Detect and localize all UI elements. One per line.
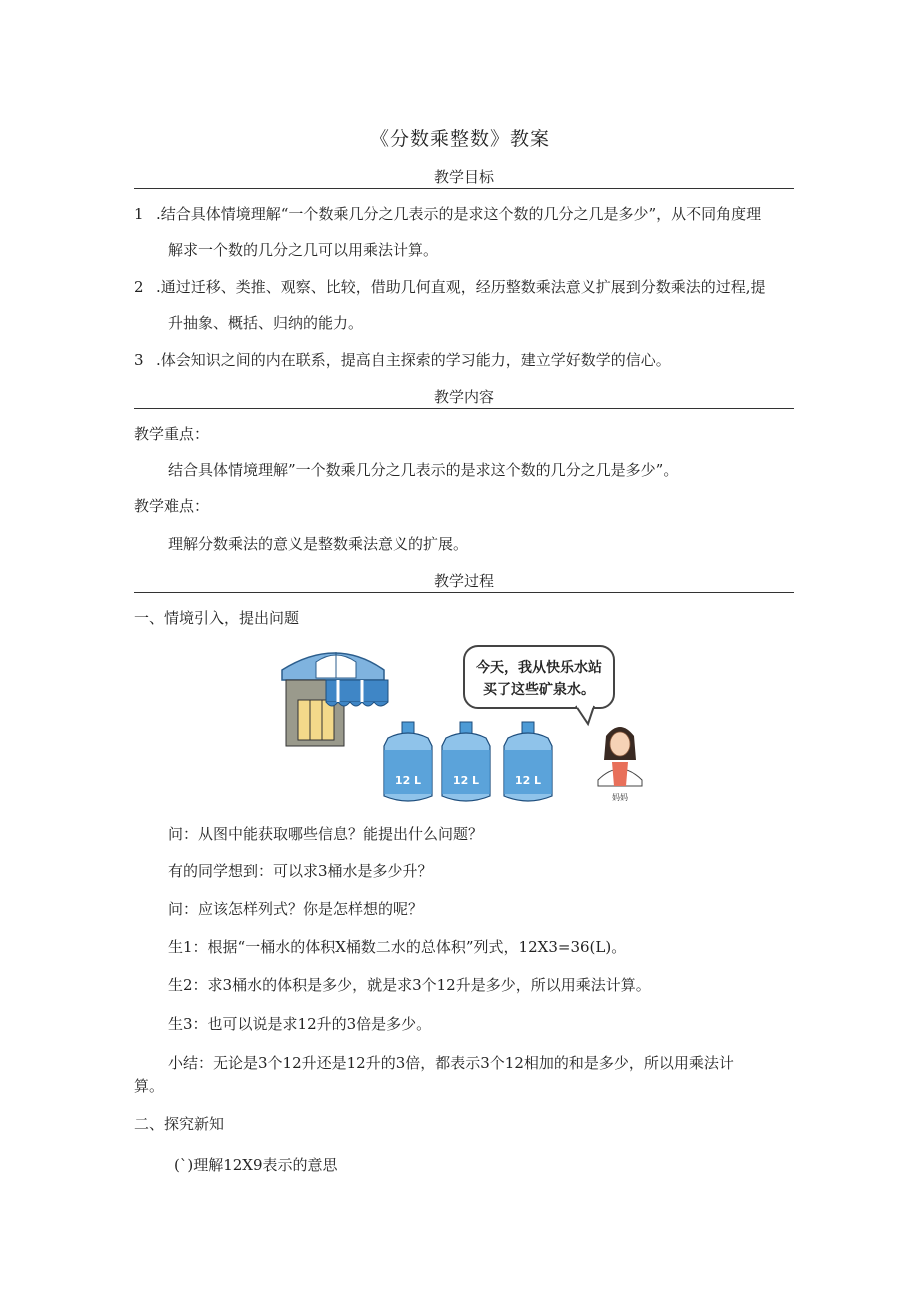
section-heading-process: 教学过程 [433, 572, 494, 590]
difficult-point-label: 教学难点： [134, 497, 210, 515]
dialogue-line-5: 生2：求3桶水的体积是多少，就是求3个12升是多少，所以用乘法计算。 [168, 976, 651, 994]
person-label: 妈妈 [612, 793, 628, 802]
dialogue-line-2: 有的同学想到：可以求3桶水是多少升？ [168, 862, 433, 880]
speech-line-1: 今天，我从快乐水站 [476, 660, 602, 676]
speech-line-2: 买了这些矿泉水。 [483, 682, 595, 698]
dialogue-line-1: 问：从图中能获取哪些信息？能提出什么问题？ [168, 825, 484, 843]
key-point-label: 教学重点： [134, 425, 210, 443]
dialogue-line-3: 问：应该怎样列式？你是怎样想的呢？ [168, 900, 424, 918]
part-heading-2: 二、探究新知 [134, 1115, 225, 1133]
difficult-point-text: 理解分数乘法的意义是整数乘法意义的扩展。 [168, 535, 469, 553]
speech-bubble [464, 646, 614, 724]
document-title: 《分数乘整数》教案 [369, 128, 550, 150]
goal-item-3: 3 .体会知识之间的内在联系，提高自主探索的学习能力，建立学好数学的信心。 [134, 351, 671, 369]
illustration-svg [276, 640, 656, 810]
water-bottle-3 [504, 722, 552, 801]
subsection-heading-1: (`)理解12X9表示的意思 [174, 1156, 338, 1174]
part-heading-1: 一、情境引入，提出问题 [134, 609, 300, 627]
summary-line-2: 算。 [134, 1077, 165, 1095]
mom-figure-icon [598, 727, 642, 802]
goal-item-1-cont: 解求一个数的几分之几可以用乘法计算。 [168, 241, 439, 259]
water-bottle-1 [384, 722, 432, 801]
bottle-label: 12 L [514, 774, 542, 787]
divider [134, 188, 794, 189]
goal-item-1: 1 .结合具体情境理解“一个数乘几分之几表示的是求这个数的几分之几是多少”，从不同角度理 [134, 205, 762, 223]
divider [134, 592, 794, 593]
section-heading-goals: 教学目标 [433, 168, 494, 186]
dialogue-line-4: 生1：根据“一桶水的体积X桶数二水的总体积”列式，12X3=36(L)。 [168, 938, 627, 956]
bottle-label: 12 L [394, 774, 422, 787]
shop-icon [282, 652, 388, 746]
summary-line-1: 小结：无论是3个12升还是12升的3倍，都表示3个12相加的和是多少，所以用乘法计 [168, 1054, 734, 1072]
goal-item-2: 2 .通过迁移、类推、观察、比较，借助几何直观，经历整数乘法意义扩展到分数乘法的过程,提 [134, 278, 766, 296]
dialogue-line-6: 生3：也可以说是求12升的3倍是多少。 [168, 1015, 432, 1033]
goal-item-2-cont: 升抽象、概括、归纳的能力。 [168, 314, 364, 332]
divider [134, 408, 794, 409]
section-heading-content: 教学内容 [433, 388, 494, 406]
water-bottle-2 [442, 722, 490, 801]
illustration [276, 640, 656, 810]
bottle-label: 12 L [452, 774, 480, 787]
key-point-text: 结合具体情境理解”一个数乘几分之几表示的是求这个数的几分之几是多少”。 [168, 461, 679, 479]
